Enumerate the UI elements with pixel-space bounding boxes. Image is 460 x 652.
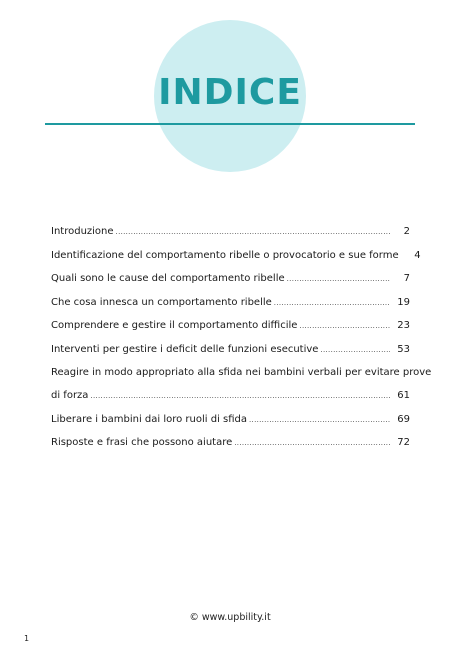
toc-entry-label: Introduzione — [51, 226, 114, 237]
toc-entry[interactable] — [51, 340, 410, 364]
toc-entry[interactable] — [51, 433, 410, 457]
toc-entry[interactable] — [51, 410, 410, 434]
table-of-contents — [51, 222, 432, 457]
dot-leader — [234, 433, 390, 453]
dot-leader — [299, 316, 390, 336]
toc-entry-wrapped-line[interactable] — [51, 363, 432, 386]
toc-entry[interactable] — [51, 386, 410, 410]
toc-entry-page: 19 — [397, 296, 410, 308]
toc-entry-page: 72 — [397, 437, 410, 448]
dot-leader — [320, 340, 390, 360]
toc-entry-page: 61 — [397, 390, 410, 401]
toc-entry-page: 2 — [403, 226, 410, 237]
toc-entry-page: 7 — [403, 273, 410, 284]
toc-entry-label: Comprendere e gestire il comportamento difficile — [51, 320, 298, 331]
toc-entry[interactable] — [51, 269, 410, 293]
toc-entry-page: 4 — [414, 249, 421, 261]
dot-leader — [116, 222, 390, 242]
toc-entry-label: Quali sono le cause del comportamento ribelle — [51, 273, 285, 284]
page-title: INDICE — [158, 72, 302, 113]
toc-entry[interactable] — [51, 316, 410, 340]
toc-entry-label: Interventi per gestire i deficit delle funzioni esecutive — [51, 343, 319, 355]
toc-entry-label: Risposte e frasi che possono aiutare — [51, 437, 233, 448]
toc-entry-label: di forza — [51, 390, 89, 401]
toc-entry[interactable] — [51, 293, 410, 317]
toc-entry[interactable] — [51, 222, 410, 246]
toc-entry-page: 23 — [397, 320, 410, 331]
dot-leader — [287, 269, 390, 289]
footer-website[interactable]: © www.upbility.it — [189, 612, 271, 623]
title-divider — [45, 123, 415, 125]
dot-leader — [90, 386, 390, 406]
toc-entry-page: 69 — [397, 413, 410, 425]
toc-entry-label: Che cosa innesca un comportamento ribelle — [51, 296, 272, 308]
toc-entry-page: 53 — [397, 343, 410, 355]
toc-entry-label: Identificazione del comportamento ribelle o provocatorio e sue forme — [51, 249, 399, 261]
toc-entry-label: Liberare i bambini dai loro ruoli di sfida — [51, 413, 248, 425]
dot-leader — [249, 410, 390, 430]
page-number: 1 — [24, 634, 30, 643]
toc-entry[interactable] — [51, 246, 421, 270]
toc-entry-label: Reagire in modo appropriato alla sfida nei bambini verbali per evitare prove — [51, 367, 432, 378]
dot-leader — [274, 293, 390, 313]
